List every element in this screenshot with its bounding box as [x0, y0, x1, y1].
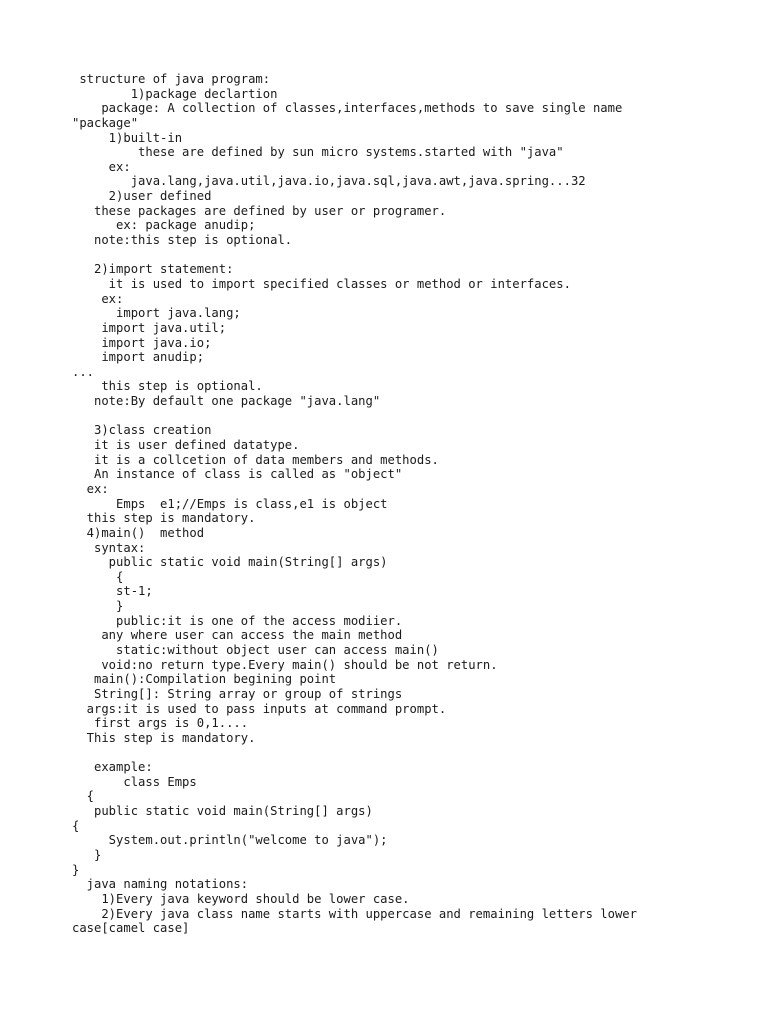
text-line: 1)package declartion [72, 86, 278, 101]
text-line: st-1; [72, 584, 153, 599]
text-line: this step is mandatory. [72, 511, 256, 526]
text-line: "package" [72, 115, 139, 130]
text-line: these are defined by sun micro systems.started with "java" [72, 145, 564, 160]
text-line: syntax: [72, 540, 146, 555]
text-line: import java.lang; [72, 306, 241, 321]
text-line: this step is optional. [72, 379, 263, 394]
text-line: note:this step is optional. [72, 233, 293, 248]
text-line: { [72, 569, 124, 584]
text-line [72, 409, 712, 424]
text-line: { [72, 789, 95, 804]
text-line: } [72, 599, 124, 614]
text-line: it is a collcetion of data members and methods. [72, 452, 439, 467]
document-page [72, 72, 712, 936]
text-line: import java.util; [72, 320, 227, 335]
text-line: ... [72, 364, 95, 379]
text-line: 2)import statement: [72, 262, 234, 277]
text-line: 1)Every java keyword should be lower case. [72, 891, 410, 906]
text-line: it is user defined datatype. [72, 438, 300, 453]
text-line: 2)user defined [72, 189, 212, 204]
text-line: String[]: String array or group of strings [72, 686, 403, 701]
text-line: note:By default one package "java.lang" [72, 394, 381, 409]
text-line: these packages are defined by user or programer. [72, 203, 447, 218]
text-line [72, 248, 712, 263]
text-line: class Emps [72, 774, 197, 789]
text-line: import java.io; [72, 335, 212, 350]
text-line: public static void main(String[] args) [72, 804, 373, 819]
text-line: java.lang,java.util,java.io,java.sql,java.awt,java.spring...32 [72, 174, 586, 189]
text-line: 1)built-in [72, 130, 183, 145]
text-line: ex: [72, 159, 131, 174]
text-line: This step is mandatory. [72, 730, 256, 745]
text-line: package: A collection of classes,interfaces,methods to save single name [72, 101, 623, 116]
text-line: example: [72, 760, 153, 775]
text-line: ex: package anudip; [72, 218, 256, 233]
text-line: import anudip; [72, 350, 205, 365]
text-line: static:without object user can access main() [72, 642, 439, 657]
text-line: Emps e1;//Emps is class,e1 is object [72, 496, 388, 511]
text-line: public static void main(String[] args) [72, 555, 388, 570]
text-line: void:no return type.Every main() should be not return. [72, 657, 498, 672]
text-line: System.out.println("welcome to java"); [72, 833, 388, 848]
text-line: case[camel case] [72, 921, 190, 936]
text-line: ex: [72, 481, 109, 496]
text-line: 2)Every java class name starts with uppercase and remaining letters lower [72, 906, 637, 921]
text-line: } [72, 862, 80, 877]
text-line: first args is 0,1.... [72, 716, 249, 731]
text-line: } [72, 847, 102, 862]
text-line: 4)main() method [72, 525, 205, 540]
text-line: any where user can access the main method [72, 628, 403, 643]
text-line [72, 745, 712, 760]
text-line: An instance of class is called as "object" [72, 467, 403, 482]
text-line: args:it is used to pass inputs at command prompt. [72, 701, 447, 716]
text-line: public:it is one of the access modiier. [72, 613, 403, 628]
text-line: { [72, 818, 80, 833]
text-line: ex: [72, 291, 124, 306]
text-line: structure of java program: [72, 72, 271, 86]
text-line: main():Compilation begining point [72, 672, 337, 687]
text-line: 3)class creation [72, 423, 212, 438]
text-line: java naming notations: [72, 877, 249, 892]
text-line: it is used to import specified classes or method or interfaces. [72, 276, 571, 291]
